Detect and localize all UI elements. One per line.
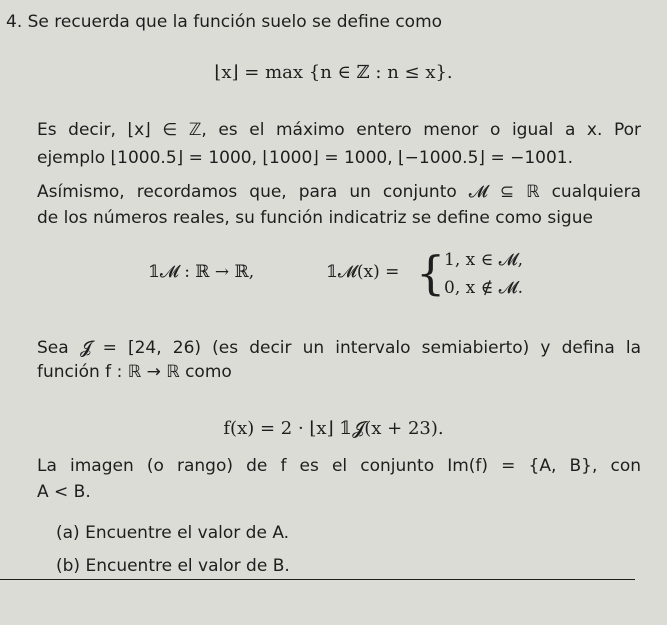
case-in-set: 1, x ∈ 𝓜, [444, 250, 524, 270]
text-line-11: La imagen (o rango) de f es el conjunto Im(f) = {A, B}, con [37, 456, 641, 476]
text-line-4: ejemplo ⌊1000.5⌋ = 1000, ⌊1000⌋ = 1000, ⌊−1000.5⌋ = −1001. [37, 148, 573, 168]
cases-brace: { [416, 246, 446, 300]
intro-text: Se recuerda que la función suelo se define como [27, 12, 443, 32]
problem-number: 4. [6, 12, 23, 32]
part-b: (b) Encuentre el valor de B. [56, 556, 290, 576]
text-line-12: A < B. [37, 482, 91, 502]
case-not-in-set: 0, x ∉ 𝓜. [444, 278, 524, 298]
text-line-8: Sea 𝓙 = [24, 26) (es decir un intervalo semiabierto) y defina la [37, 338, 641, 358]
text-line-5: Asímismo, recordamos que, para un conjunto 𝓜 ⊆ ℝ cualquiera [37, 182, 641, 202]
bottom-rule [0, 579, 635, 580]
text-line-3: Es decir, ⌊x⌋ ∈ ℤ, es el máximo entero menor o igual a x. Por [37, 120, 641, 140]
floor-definition: ⌊x⌋ = max {n ∈ ℤ : n ≤ x}. [214, 62, 453, 83]
text-line-9: función f : ℝ → ℝ como [37, 362, 232, 382]
indicator-lhs: 𝟙𝓜(x) = [326, 262, 400, 282]
indicator-mapping: 𝟙𝓜 : ℝ → ℝ, [148, 262, 255, 282]
intro-line [6, 12, 646, 32]
part-a: (a) Encuentre el valor de A. [56, 523, 290, 543]
function-definition: f(x) = 2 · ⌊x⌋ 𝟙𝓙(x + 23). [223, 418, 444, 439]
text-line-6: de los números reales, su función indicatriz se define como sigue [37, 208, 593, 228]
